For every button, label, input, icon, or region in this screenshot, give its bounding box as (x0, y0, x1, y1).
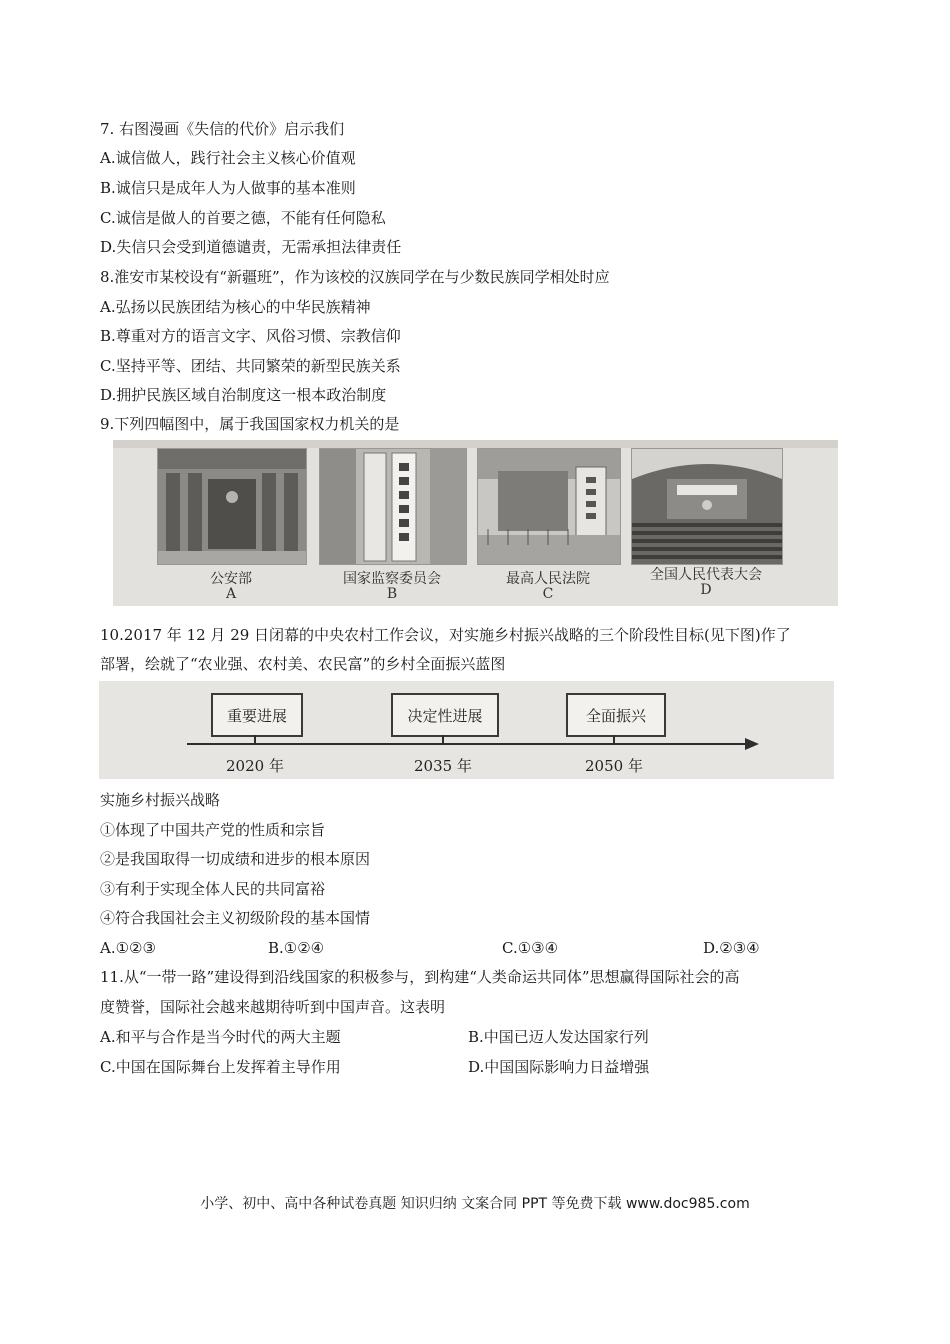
q9-stem: 9.下列四幅图中，属于我国国家权力机关的是 (100, 415, 400, 433)
q10-lead: 实施乡村振兴战略 (100, 791, 221, 809)
timeline-year-2050: 2050 年 (585, 757, 643, 775)
timeline-box-2050: 全面振兴 (566, 693, 666, 737)
photo-a-letter: A (225, 586, 237, 602)
q11-stem-line2: 度赞誉，国际社会越来越期待听到中国声音。这表明 (100, 998, 446, 1016)
q7-option-c: C.诚信是做人的首要之德，不能有任何隐私 (100, 209, 386, 227)
photo-national-peoples-congress (631, 448, 783, 565)
q7-option-d: D.失信只会受到道德谴责，无需承担法律责任 (100, 238, 402, 256)
timeline-year-2035: 2035 年 (414, 757, 472, 775)
q11-option-d: D.中国国际影响力日益增强 (468, 1058, 650, 1076)
q8-option-c: C.坚持平等、团结、共同繁荣的新型民族关系 (100, 357, 401, 375)
timeline-year-2020: 2020 年 (226, 757, 284, 775)
q11-option-c: C.中国在国际舞台上发挥着主导作用 (100, 1058, 341, 1076)
page-footer: 小学、初中、高中各种试卷真题 知识归纳 文案合同 PPT 等免费下载 www.doc985.com (200, 1196, 750, 1212)
q11-option-a: A.和平与合作是当今时代的两大主题 (100, 1028, 341, 1046)
q11-option-b: B.中国已迈人发达国家行列 (468, 1028, 649, 1046)
photo-supreme-peoples-court (477, 448, 621, 565)
q8-stem: 8.淮安市某校设有“新疆班”，作为该校的汉族同学在与少数民族同学相处时应 (100, 268, 610, 286)
q10-option-d: D.②③④ (703, 939, 760, 957)
timeline-tick (442, 735, 444, 745)
q8-option-a: A.弘扬以民族团结为核心的中华民族精神 (100, 298, 371, 316)
q10-statement-1: ①体现了中国共产党的性质和宗旨 (100, 821, 326, 839)
photo-national-supervisory-commission (319, 448, 467, 565)
q10-stem-line1: 10.2017 年 12 月 29 日闭幕的中央农村工作会议，对实施乡村振兴战略的三个阶段性目标(见下图)作了 (100, 626, 791, 644)
q11-stem-line1: 11.从“一带一路”建设得到沿线国家的积极参与，到构建“人类命运共同体”思想赢得国际社会的高 (100, 968, 740, 986)
q10-option-b: B.①②④ (268, 939, 325, 957)
timeline-tick (613, 735, 615, 745)
q7-option-b: B.诚信只是成年人为人做事的基本准则 (100, 179, 356, 197)
photo-d-letter: D (700, 582, 712, 598)
q10-timeline (99, 681, 834, 779)
q7-option-a: A.诚信做人，践行社会主义核心价值观 (100, 149, 356, 167)
photo-c-caption: 最高人民法院 (506, 571, 590, 587)
q10-option-a: A.①②③ (100, 939, 156, 957)
timeline-box-2020: 重要进展 (211, 693, 303, 737)
q8-option-d: D.拥护民族区域自治制度这一根本政治制度 (100, 386, 387, 404)
timeline-axis (187, 743, 747, 745)
q10-statement-3: ③有利于实现全体人民的共同富裕 (100, 880, 326, 898)
photo-d-caption: 全国人民代表大会 (650, 567, 762, 583)
photo-b-caption: 国家监察委员会 (343, 571, 441, 587)
timeline-arrow-icon (745, 738, 759, 750)
photo-ministry-public-security (157, 448, 307, 565)
timeline-box-2035: 决定性进展 (391, 693, 499, 737)
q7-stem: 7. 右图漫画《失信的代价》启示我们 (100, 120, 345, 138)
q10-statement-4: ④符合我国社会主义初级阶段的基本国情 (100, 909, 371, 927)
q9-photo-strip (113, 440, 838, 606)
photo-c-letter: C (542, 586, 554, 602)
q10-option-c: C.①③④ (502, 939, 559, 957)
photo-a-caption: 公安部 (210, 571, 252, 587)
timeline-tick (254, 735, 256, 745)
photo-b-letter: B (386, 586, 398, 602)
q10-statement-2: ②是我国取得一切成绩和进步的根本原因 (100, 850, 371, 868)
q8-option-b: B.尊重对方的语言文字、风俗习惯、宗教信仰 (100, 327, 401, 345)
q10-stem-line2: 部署，绘就了“农业强、农村美、农民富”的乡村全面振兴蓝图 (100, 655, 506, 673)
